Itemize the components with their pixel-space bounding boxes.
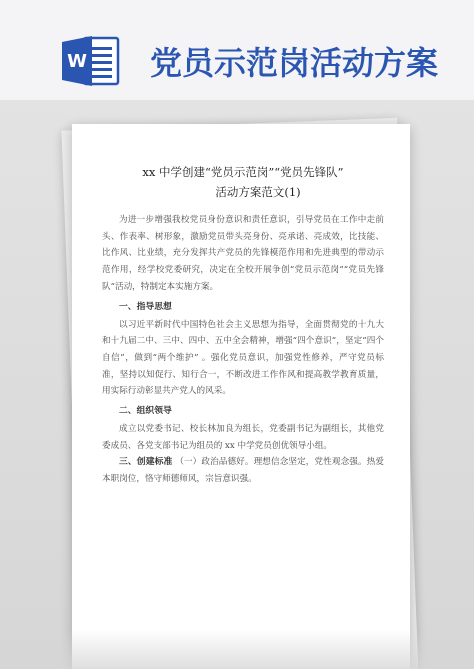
section3-paragraph — [102, 454, 384, 487]
word-logo-letter: W — [67, 51, 87, 72]
word-doc-icon — [62, 34, 120, 88]
document-body — [102, 212, 384, 488]
banner — [0, 0, 474, 100]
section1-paragraph: 以习近平新时代中国特色社会主义思想为指导，全面贯彻党的十九大和十九届二中、三中、四中、五中全会精神，增强“四个意识”，坚定“四个自信”，做到“两个维护” 。强化党员意识，加强党性修养，严守党员标准，坚持以知促行、知行合一，不断改进工作作风和提高教学教育质量，用实际行动彰显共产党人的风采。 — [102, 319, 384, 397]
banner-title: 党员示范岗活动方案 — [150, 44, 439, 82]
bottom-fade — [0, 629, 474, 669]
section2-paragraph: 成立以党委书记、校长林加良为组长，党委副书记为副组长，其他党委成员、各党支部书记为组员的 xx 中学党员创优领导小组。 — [102, 424, 384, 451]
section1-heading: 一、指导思想 — [119, 301, 172, 312]
section3-body: （一）政治品德好。理想信念坚定，党性观念强。热爱本职岗位，恪守师德师风，宗旨意识强。 — [102, 457, 384, 485]
document-title-line1: xx 中学创建“党员示范岗”“党员先锋队” — [142, 165, 344, 179]
document-title-line2: 活动方案范文(1) — [215, 185, 301, 199]
document-preview-area — [0, 100, 474, 669]
section3-heading: 三、创建标准 — [119, 457, 173, 468]
document-title — [102, 162, 384, 202]
section2-heading: 二、组织领导 — [119, 406, 172, 417]
document-page — [72, 124, 410, 669]
intro-paragraph: 为进一步增强我校党员身份意识和责任意识，引导党员在工作中走前头、作表率、树形象，激励党员带头亮身份、亮承诺、亮成效，比技能、比作风、比业绩，充分发挥共产党员的先锋模范作用和先进典型的带动示范作用，经学校党委研究，决定在全校开展争创“党员示范岗”“党员先锋队”活动，特制定本实施方案。 — [102, 215, 384, 292]
